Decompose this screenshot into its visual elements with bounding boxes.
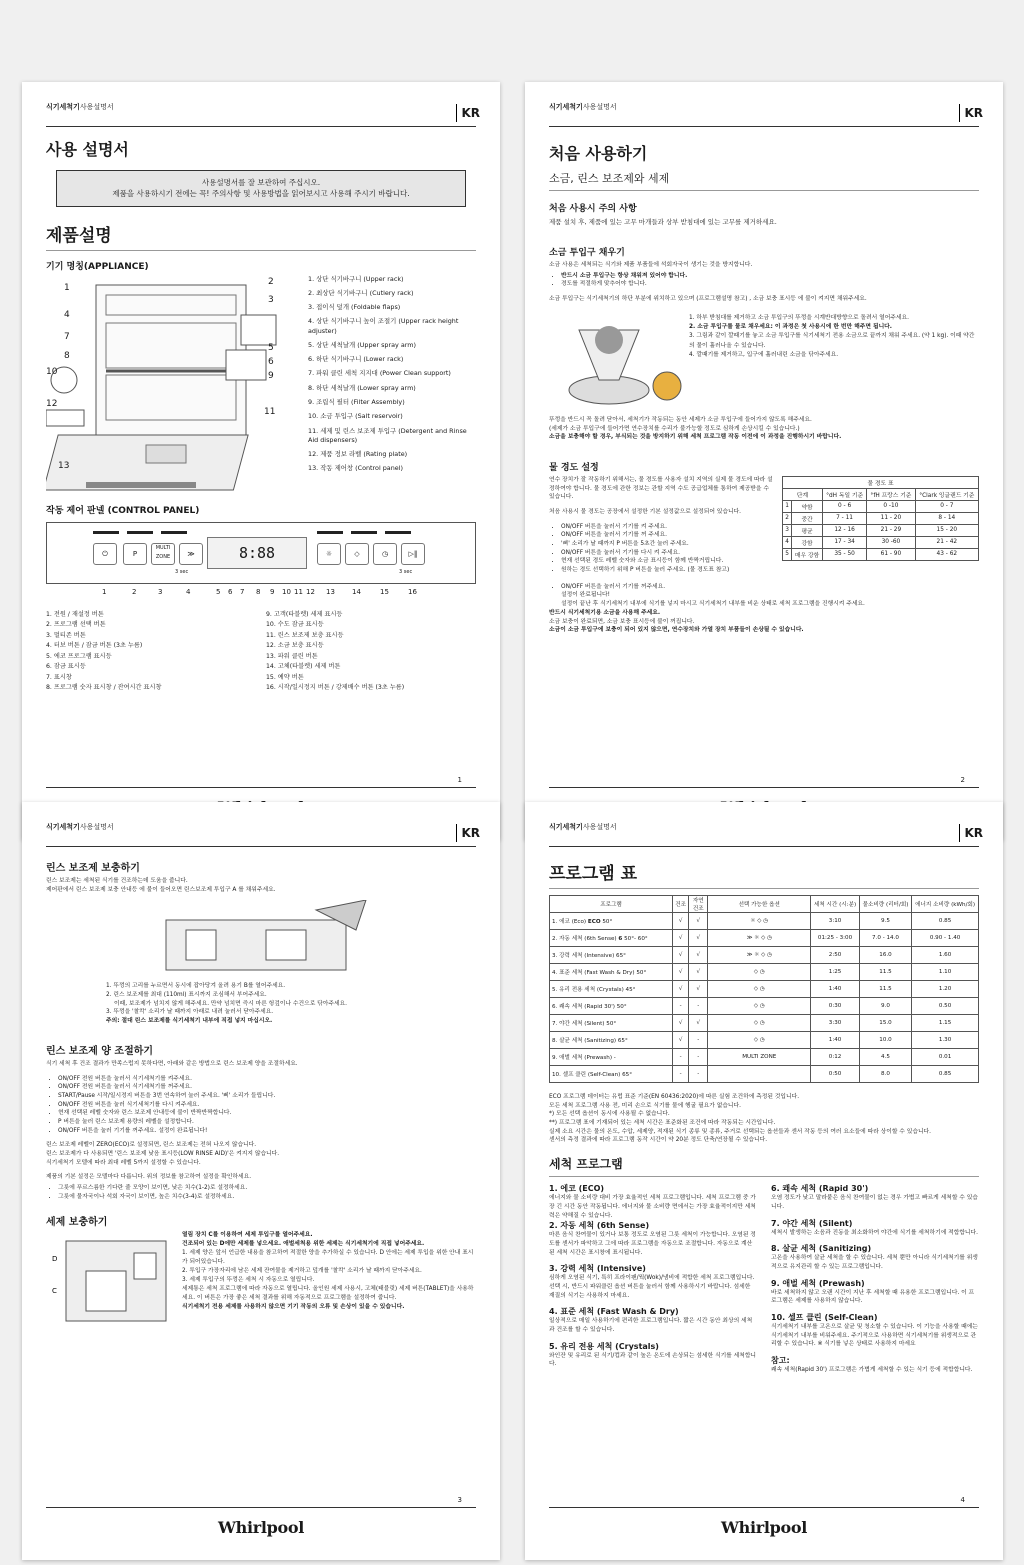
rinse-amount-step: • ON/OFF 전원 버튼을 눌러서 식기세척기를 꺼주세요. xyxy=(58,1083,476,1092)
display-screen: 8:88 xyxy=(207,537,307,569)
program-note: *) 모든 선택 옵션이 동시에 사용될 수 없습니다. xyxy=(549,1111,670,1118)
detergent-step: 건조되어 있는 D에만 세제를 넣으세요. 애벌세척용 위한 세제는 식기세척기에 직접 넣어주세요. xyxy=(182,1241,425,1248)
callout-4: 4 xyxy=(64,309,70,320)
legend-item: 2. 프로그램 선택 버튼 xyxy=(46,621,106,629)
panel-number: 16 xyxy=(408,587,417,596)
manual-page-4 xyxy=(525,802,1003,1560)
table-title: 물 경도 표 xyxy=(783,476,979,488)
hardness-step: • '삐' 소리가 날 때까지 P 버튼을 5초간 눌러 주세요. xyxy=(561,540,774,549)
callout-1: 1 xyxy=(64,282,70,293)
header-category: 식기세척기사용설명서 xyxy=(549,823,617,831)
programs-section-title: 세척 프로그램 xyxy=(549,1155,979,1177)
program-desc: 오염 정도가 낮고 말라붙은 음식 찬여물이 없는 경우 가볍고 빠르게 세척할 수 있습니다. xyxy=(771,1195,978,1210)
option-icons: ☼ ◇ ◷ xyxy=(708,913,811,930)
hardness-after xyxy=(525,583,979,635)
page-number: 3 xyxy=(457,1496,462,1504)
program-desc: 에너지와 물 소비량 대비 가장 효율적인 세척 프로그램입니다. 세척 프로그램 중 가장 긴 시간 동안 작동됩니다. 에너지와 물 소비량 면에서는 가장 효율적이지만 세척력은 약해질 수 있습니다. xyxy=(549,1195,756,1219)
water-hardness-table xyxy=(782,476,979,561)
table-header: °Clark 잉글랜드 기준 xyxy=(915,488,978,500)
panel-number: 5 xyxy=(216,587,221,596)
language-tag: KR xyxy=(456,104,480,122)
legend-item: 1. 전원 / 재설정 버튼 xyxy=(46,610,104,618)
manual-page-3 xyxy=(22,802,500,1560)
callout-9: 9 xyxy=(268,370,274,381)
program-name: 10. 셀프 클린 (Self-Clean) xyxy=(771,1312,878,1322)
rinse-amount-note: 린스 보조제가 다 사용되면 '린스 보조제 낮음 표시등(LOW RINSE AID)'은 켜지지 않습니다. xyxy=(46,1151,280,1157)
part-item: 10. 소금 투입구 (Salt reservoir) xyxy=(308,412,403,421)
table-row: 1 약함 0 - 6 0 -10 0 - 7 xyxy=(783,500,979,512)
salt-heading: 소금 투입구 채우기 xyxy=(549,248,625,259)
rinse-amount-note: 식기세척기 모델에 따라 최대 레벨 5까지 설정할 수 있습니다. xyxy=(46,1159,201,1166)
part-item: 12. 제품 정보 라벨 (Rating plate) xyxy=(308,450,408,459)
salt-section xyxy=(549,310,979,410)
option-icons: ≫ ☼ ◇ ◷ xyxy=(708,930,811,947)
program-desc: 바로 세척하지 않고 오랜 시간이 지난 후 세척할 때 유용한 프로그램입니다. 이 프로그램은 세제를 사용하지 않습니다. xyxy=(771,1289,975,1305)
hardness-step: • 원하는 경도 선택하기 위해 P 버튼을 눌러 주세요. (물 경도표 참고) xyxy=(561,566,774,575)
legend-item: 5. 에코 프로그램 표시등 xyxy=(46,652,112,660)
callout-6: 6 xyxy=(268,356,274,367)
hardness-step: • 현재 선택된 경도 레벨 숫자와 소금 표시등이 함께 반짝거립니다. xyxy=(561,557,774,566)
program-note: 센서의 측정 결과에 따라 프로그램 동작 시간이 약 20분 정도 단축/연장될 수 있습니다. xyxy=(549,1137,768,1144)
rinse-step: 1. 뚜껑의 고리를 누르면서 동시에 잡아당겨 올려 용기 B를 열어주세요. xyxy=(106,983,286,990)
panel-number-row xyxy=(46,588,476,600)
legend-item: 4. 터보 버튼 / 잠금 버튼 (3초 누름) xyxy=(46,642,143,650)
table-header: 에너지 소비량 (kWh/회) xyxy=(912,896,979,913)
section-title: 제품설명 xyxy=(46,221,476,251)
detergent-step: 세제통은 세척 프로그램에 따라 자동으로 열립니다. 올인원 세제 사용시, 고체(태블릿) 세제 버튼(TABLET)을 사용하세요. 이 버튼은 가장 좋은 세척 결과를 위해 자동적으로 프로그램을 설정하여 줍니다. xyxy=(182,1286,474,1302)
salt-step: 1. 하부 받침대를 제거하고 소금 투입구의 뚜껑을 시계반대방향으로 돌려서 열어주세요. xyxy=(689,314,909,321)
svg-text:C: C xyxy=(52,1287,57,1296)
rinse-heading: 린스 보조제 보충하기 xyxy=(46,863,140,874)
part-item: 1. 상단 식기바구니 (Upper rack) xyxy=(308,274,404,283)
program-descriptions-right xyxy=(771,1183,979,1375)
language-tag: KR xyxy=(959,104,983,122)
detergent-steps xyxy=(182,1231,476,1327)
panel-number: 1 xyxy=(102,587,107,596)
page-header xyxy=(46,802,480,847)
program-name: 6. 쾌속 세척 (Rapid 30') xyxy=(771,1184,869,1194)
legend-item: 6. 잠금 표시등 xyxy=(46,663,86,671)
table-header: 자연 건조 xyxy=(689,896,708,913)
program-table-header xyxy=(550,896,979,913)
rinse-amount-step: • ON/OFF 전원 버튼을 눌러서 식기세척기를 켜주세요. xyxy=(58,1075,476,1084)
detergent-heading: 세제 보충하기 xyxy=(46,1217,108,1229)
legend-item: 14. 고체(타블렛) 세제 버튼 xyxy=(266,663,341,671)
dishwasher-diagram xyxy=(46,275,284,493)
program-note: 모든 세척 프로그램 사용 전, 미리 손으로 식기를 물에 헹굴 필요가 없습니다. xyxy=(549,1102,741,1109)
program-note: **) 프로그램 표에 기재되어 있는 세척 시간은 표준화된 조건에 따라 작동되는 시간입니다. xyxy=(549,1120,776,1127)
detergent-dispenser-illustration xyxy=(46,1231,176,1327)
page-subtitle: 소금, 린스 보조제와 세제 xyxy=(549,170,979,191)
program-name: 5. 유리 전용 세척 (Crystals) xyxy=(549,1341,659,1351)
salt-funnel-illustration xyxy=(549,310,689,410)
callout-10: 10 xyxy=(46,366,58,377)
control-panel-heading: 작동 제어 판넬 (CONTROL PANEL) xyxy=(46,505,200,516)
header-category: 식기세척기사용설명서 xyxy=(549,103,617,111)
table-header: °fH 프랑스 기준 xyxy=(867,488,915,500)
hardness-step: • ON/OFF 버튼을 눌러서 기기를 꺼 주세요. xyxy=(561,531,774,540)
rinse-amount-step: • START/Pause 시작/일시정지 버튼을 3번 연속하여 눌러 주세요. '삐' 소리가 들립니다. xyxy=(58,1092,476,1101)
table-row: 4 강함 17 - 34 30 -60 21 - 42 xyxy=(783,536,979,548)
part-item: 13. 작동 제어창 (Control panel) xyxy=(308,464,403,473)
panel-number: 10 xyxy=(282,587,291,596)
salt-step: 4. 깔때기를 제거하고, 입구에 흘러내린 소금을 닦아주세요. xyxy=(689,351,839,358)
panel-bar xyxy=(351,531,377,534)
rinse-amount-step: • ON/OFF 버튼을 눌러 기기를 꺼주세요. 설정이 완료됩니다! xyxy=(58,1127,476,1136)
detergent-step: 열림 장치 C를 이용하여 세제 투입구를 열어주세요. xyxy=(182,1232,313,1239)
legend-item: 8. 프로그램 숫자 표시창 / 잔여시간 표시창 xyxy=(46,684,162,692)
part-item: 7. 파워 클린 세척 지지대 (Power Clean support) xyxy=(308,369,451,378)
control-panel-diagram xyxy=(46,522,476,584)
notice-box xyxy=(56,170,466,207)
legend-item: 9. 고객(타블렛) 세제 표시등 xyxy=(266,610,343,618)
program-name: 9. 애벌 세척 (Prewash) xyxy=(771,1278,865,1288)
panel-number: 9 xyxy=(270,587,275,596)
detergent-illustration xyxy=(46,1231,182,1327)
reference-title: 참고: xyxy=(771,1356,790,1365)
program-row: 2. 자동 세척 (6th Sense) 6 50°- 60° √ √ ≫ ☼ ◇ ◷ 01:25 - 3:00 7.0 - 14.0 0.90 - 1.40 xyxy=(550,930,979,947)
page-number: 4 xyxy=(960,1496,965,1504)
salt-bullet: • 반드시 소금 투입구는 항상 채워져 있어야 합니다. xyxy=(561,272,979,281)
program-name: 4. 표준 세척 (Fast Wash & Dry) xyxy=(549,1307,679,1317)
salt-steps xyxy=(689,310,979,410)
program-table xyxy=(549,895,979,1083)
salt-note: (세제가 소금 투입구에 들어가면 연수장치를 수리가 불가능할 정도로 심하게 손상시킬 수 있습니다.) xyxy=(549,425,800,432)
power-clean-icon: ☼ xyxy=(317,543,341,565)
option-icons xyxy=(708,1066,811,1083)
appliance-section xyxy=(46,275,476,493)
program-desc: 세척시 발생하는 소음과 진동을 최소화하여 야간에 식기를 세척하기에 적합합니다. xyxy=(771,1229,978,1236)
detergent-warning: 식기세척기 전용 세제를 사용하지 않으면 기기 작동의 오류 및 손상이 있을 수 있습니다. xyxy=(182,1304,405,1311)
rinse-amount-heading: 린스 보조제 양 조절하기 xyxy=(46,1045,154,1057)
program-row: 10. 셀프 클린 (Self-Clean) 65° - - 0:50 8.0 0.85 xyxy=(550,1066,979,1083)
panel-number: 2 xyxy=(132,587,137,596)
program-p-icon: P xyxy=(123,543,147,565)
page-title: 프로그램 표 xyxy=(549,859,979,889)
option-icons: ◇ ◷ xyxy=(708,1015,811,1032)
first-use-heading: 처음 사용시 주의 사항 xyxy=(549,204,637,214)
rinse-step: 이때, 보조제가 넘치지 않게 해주세요. 만약 넘치면 즉시 마른 헝겊이나 수건으로 닦아주세요. xyxy=(114,1000,347,1007)
page-footer xyxy=(549,1496,979,1548)
tablet-icon: ◇ xyxy=(345,543,369,565)
page-title: 사용 설명서 xyxy=(46,140,129,159)
panel-number: 11 xyxy=(294,587,303,596)
svg-text:D: D xyxy=(52,1255,58,1264)
part-item: 11. 세제 및 린스 보조제 투입구 (Detergent and Rinse Aid dispensers) xyxy=(308,426,467,444)
program-note: ECO 프로그램 데이터는 유럽 표준 기준(EN 60436:2020)에 따른 실험 조건하에 측정된 것입니다. xyxy=(549,1094,800,1100)
panel-bar xyxy=(127,531,153,534)
control-legend xyxy=(46,610,476,694)
program-row: 4. 표준 세척 (Fast Wash & Dry) 50° √ √ ◇ ◷ 1:25 11.5 1.10 xyxy=(550,964,979,981)
dishwasher-illustration xyxy=(46,275,284,493)
language-tag: KR xyxy=(959,824,983,842)
rinse-dispenser-illustration xyxy=(146,900,406,982)
table-header: 선택 가능한 옵션 xyxy=(708,896,811,913)
panel-number: 8 xyxy=(256,587,261,596)
part-item: 3. 접이식 덮개 (Foldable flaps) xyxy=(308,303,401,312)
page-title: 처음 사용하기 xyxy=(549,144,648,163)
callout-13: 13 xyxy=(58,460,70,471)
header-category: 식기세척기사용설명서 xyxy=(46,103,114,111)
drain-hold-label: 3 sec xyxy=(399,568,413,575)
hardness-text: 연수 장치가 잘 작동하기 위해서는, 물 경도를 사용자 설치 지역의 실제 물 경도에 따라 설정하여야 합니다. 물 경도에 관한 정보는 관할 지역 수도 공급업체를 통하여 제공받을 수 있습니다. xyxy=(549,476,773,501)
program-descriptions xyxy=(549,1183,979,1375)
legend-item: 15. 예약 버튼 xyxy=(266,673,304,681)
legend-item: 11. 린스 보조제 보충 표시등 xyxy=(266,631,344,639)
part-item: 4. 상단 식기바구니 높이 조절기 (Upper rack height adjuster) xyxy=(308,317,459,335)
header-category: 식기세척기사용설명서 xyxy=(46,823,114,831)
program-notes xyxy=(549,1093,979,1145)
salt-text: 소금 투입구는 식기세척기의 하단 부분에 위치하고 있으며 (프로그램설명 참고) , 소금 보충 표시등 에 불이 켜지면 채워주세요. xyxy=(549,296,867,303)
table-header: 건조 xyxy=(673,896,689,913)
callout-5: 5 xyxy=(268,342,274,353)
rinse-step: 3. 뚜껑을 '찰칵' 소리가 날 때까지 아래로 내려 눌러서 닫아주세요. xyxy=(106,1009,274,1016)
hardness-after-item: 소금 보충이 완료되면, 소금 보충 표시등에 불이 꺼집니다. xyxy=(549,618,695,625)
program-row: 8. 살균 세척 (Sanitizing) 65° √ - ◇ ◷ 1:40 10.0 1.30 xyxy=(550,1032,979,1049)
page-header xyxy=(549,802,983,847)
panel-bar xyxy=(317,531,343,534)
table-header: °dH 독일 기준 xyxy=(822,488,866,500)
table-row: 3 평균 12 - 16 21 - 29 15 - 20 xyxy=(783,524,979,536)
appliance-heading: 기기 명칭(APPLIANCE) xyxy=(46,261,149,272)
rinse-text: 제어판에서 린스 보조제 보충 안내등 에 불이 들어오면 린스보조제 투입구 A 를 채워주세요. xyxy=(46,886,276,893)
part-item: 5. 상단 세척날개 (Upper spray arm) xyxy=(308,340,416,349)
part-item: 8. 하단 세척날개 (Lower spray arm) xyxy=(308,383,416,392)
rinse-amount-step: • ON/OFF 전원 버튼을 눌러 식기세척기를 다시 켜주세요. xyxy=(58,1101,476,1110)
option-icons: ◇ ◷ xyxy=(708,998,811,1015)
legend-item: 13. 파워 클린 버튼 xyxy=(266,652,318,660)
rinse-amount-text: 식기 세척 후 건조 결과가 만족스럽지 못하다면, 아래와 같은 방법으로 린스 보조제 양을 조절하세요. xyxy=(46,1060,298,1067)
hardness-after-item: 소금이 소금 투입구에 보충이 되어 있지 않으면, 연수장치와 가열 장치 부품들이 손상될 수 있습니다. xyxy=(549,627,804,634)
part-item: 6. 하단 식기바구니 (Lower rack) xyxy=(308,355,404,364)
table-row: 2 중간 7 - 11 11 - 20 8 - 14 xyxy=(783,512,979,524)
detergent-step: 1. 세제 양은 앞서 언급한 내용을 참고하여 적절한 양을 추가하실 수 있습니다. D 안에는 세제 투입을 위한 안내 표시가 되어있습니다. xyxy=(182,1250,474,1266)
program-name: 7. 야간 세척 (Silent) xyxy=(771,1218,853,1228)
detergent-step: 3. 세제 투입구의 뚜껑은 세척 시 자동으로 열립니다. xyxy=(182,1277,315,1284)
hardness-right xyxy=(782,476,979,577)
rinse-text: 린스 보조제는 세척된 식기를 건조하는데 도움을 줍니다. xyxy=(46,878,188,884)
program-name: 2. 자동 세척 (6th Sense) xyxy=(549,1221,650,1231)
lock-hold-label: 3 sec xyxy=(175,568,189,575)
table-header: 세척 시간 (시:분) xyxy=(811,896,860,913)
program-desc: 고온을 사용하여 살균 세척을 할 수 있습니다. 세척 뿐만 아니라 식기세척기를 위생적으로 유지관리 할 수 있는 프로그램입니다. xyxy=(771,1255,978,1270)
page-footer xyxy=(46,1496,476,1548)
manual-page-2 xyxy=(525,82,1003,840)
control-legend-right xyxy=(266,610,476,694)
hardness-after-item: 설정이 완료됩니다! xyxy=(561,592,610,599)
part-item: 2. 최상단 식기바구니 (Cutlery rack) xyxy=(308,288,414,297)
rinse-illustration xyxy=(146,900,476,982)
program-row: 7. 야간 세척 (Silent) 50° √ √ ◇ ◷ 3:30 15.0 1.15 xyxy=(550,1015,979,1032)
page-number: 1 xyxy=(457,776,462,784)
rinse-amount-note: 린스 보조제 레벨이 ZERO(ECO)로 설정되면, 린스 보조제는 전혀 나오지 않습니다. xyxy=(46,1142,257,1149)
rinse-step: 2. 린스 보조제를 최대 (110ml) 표시까지 조심해서 부어주세요. xyxy=(106,992,267,999)
program-row: 3. 강력 세척 (Intensive) 65° √ √ ≫ ☼ ◇ ◷ 2:50 16.0 1.60 xyxy=(550,947,979,964)
callout-8: 8 xyxy=(64,350,70,361)
power-icon: ⏻ xyxy=(93,543,117,565)
part-item: 9. 조립식 필터 (Filter Assembly) xyxy=(308,398,405,407)
hardness-heading: 물 경도 설정 xyxy=(549,462,599,473)
program-row: 6. 쾌속 세척 (Rapid 30') 50° - - ◇ ◷ 0:30 9.0 0.50 xyxy=(550,998,979,1015)
salt-warning: 소금을 보충해야 할 경우, 부식되는 것을 방지하기 위해 세척 프로그램 작동 이전에 이 과정을 진행하시기 바랍니다. xyxy=(549,434,842,441)
callout-7: 7 xyxy=(64,331,70,342)
program-desc: 마른 음식 찬여물이 있거나 보통 정도로 오염된 그릇 세척이 가능합니다. 오염된 정도를 센서가 파악하고 그에 따라 프로그램을 자동으로 조절합니다. 자동으로 계산된 세척 시간은 표시창에 표시됩니다. xyxy=(549,1232,756,1256)
program-row: 9. 애벌 세척 (Prewash) - - - MULTI ZONE 0:12 4.5 0.01 xyxy=(550,1049,979,1066)
option-icons: MULTI ZONE xyxy=(708,1049,811,1066)
start-pause-icon: ▷‖ xyxy=(401,543,425,565)
page-header xyxy=(46,82,480,127)
detergent-section xyxy=(46,1231,476,1327)
notice-line: 사용설명서를 잘 보관하여 주십시오. xyxy=(201,178,321,187)
turbo-icon: ≫ xyxy=(179,543,203,565)
table-header: 물소비량 (리터/회) xyxy=(859,896,911,913)
first-use-text: 제품 설치 후, 제품에 있는 고무 마개들과 상부 받침대에 있는 고무를 제거하세요. xyxy=(549,218,777,226)
rinse-amount-step: • P 버튼을 눌러 린스 보조제 용량의 레벨을 설정합니다. xyxy=(58,1118,476,1127)
salt-illustration xyxy=(549,310,689,410)
salt-step: 2. 소금 투입구를 물로 채우세요: 이 과정은 첫 사용시에 한 번만 해주면 됩니다. xyxy=(689,324,892,331)
table-header: 프로그램 xyxy=(550,896,673,913)
program-row: 1. 에코 (Eco) ECO 50° √ √ ☼ ◇ ◷ 3:10 9.5 0.85 xyxy=(550,913,979,930)
rinse-amount-tip: • 그릇에 푸르스름한 기다란 줄 모양이 보이면, 낮은 치수(1-2)로 설정하세요. xyxy=(58,1184,476,1193)
hardness-steps xyxy=(549,523,774,575)
detergent-step: 2. 투입구 가장자리에 남은 세제 잔여물을 제거하고 덮개를 '찰칵' 소리가 날 때까지 닫아주세요. xyxy=(182,1268,422,1275)
program-desc: 일상적으로 매일 사용하기에 편리한 프로그램입니다. 짧은 시간 동안 최상의 세척과 건조를 할 수 있습니다. xyxy=(549,1318,753,1333)
panel-number: 7 xyxy=(240,587,245,596)
program-row: 5. 유리 전용 세척 (Crystals) 45° √ √ ◇ ◷ 1:40 11.5 1.20 xyxy=(550,981,979,998)
legend-item: 10. 수도 잠금 표시등 xyxy=(266,621,324,629)
rinse-steps xyxy=(46,982,476,1025)
hardness-after-item: • ON/OFF 버튼을 눌러서 기기를 꺼주세요. xyxy=(561,583,979,592)
delay-icon: ◷ xyxy=(373,543,397,565)
table-header: 단계 xyxy=(783,488,823,500)
reference-text: 쾌속 세척(Rapid 30') 프로그램은 가볍게 세척할 수 있는 식기 등에 적합합니다. xyxy=(771,1367,973,1373)
legend-item: 7. 표시창 xyxy=(46,673,72,681)
panel-number: 13 xyxy=(326,587,335,596)
salt-bullet: • 경도를 적절하게 맞추어야 합니다. xyxy=(561,280,979,289)
option-icons: ≫ ☼ ◇ ◷ xyxy=(708,947,811,964)
page-header xyxy=(549,82,983,127)
callout-12: 12 xyxy=(46,398,58,409)
table-row: 5 매우 강함 35 - 50 61 - 90 43 - 62 xyxy=(783,548,979,560)
program-desc: 심하게 오염된 식기, 특히 프라이팬/웍(Wok)/냄비에 적합한 세척 프로그램입니다. 선택 시, 반드시 파워클린 옵션 버튼을 눌러서 함께 사용하시기 바랍니다. 섬세한 재질의 식기는 사용하지 마세요. xyxy=(549,1275,755,1299)
panel-number: 4 xyxy=(186,587,191,596)
language-tag: KR xyxy=(456,824,480,842)
option-icons: ◇ ◷ xyxy=(708,981,811,998)
legend-item: 3. 멀티존 버튼 xyxy=(46,631,86,639)
parts-list xyxy=(284,275,476,493)
hardness-step: • ON/OFF 버튼을 눌러서 기기를 켜 주세요. xyxy=(561,523,774,532)
hardness-after-item: 설정이 끝난 후 식기세척기 내부에 식기를 넣지 마시고 식기세척기 내부를 비운 상태로 세척 프로그램을 진행시켜 주세요. xyxy=(561,601,865,608)
callout-3: 3 xyxy=(268,294,274,305)
rinse-amount-steps xyxy=(46,1075,476,1136)
whirlpool-logo: Whirlpool xyxy=(720,1518,808,1537)
panel-bar xyxy=(385,531,411,534)
panel-number: 3 xyxy=(158,587,163,596)
rinse-amount-note: 제품의 기본 설정은 모델마다 다릅니다. 위의 정보를 참고하여 설정을 확인하세요. xyxy=(46,1174,252,1181)
legend-item: 16. 시작/일시정지 버튼 / 강제배수 버튼 (3초 누름) xyxy=(266,684,405,692)
option-icons: ◇ ◷ xyxy=(708,964,811,981)
manual-page-1 xyxy=(22,82,500,840)
panel-number: 14 xyxy=(352,587,361,596)
hardness-section xyxy=(549,476,979,577)
multizone-icon: MULTI ZONE xyxy=(151,543,175,565)
program-descriptions-left xyxy=(549,1183,757,1375)
salt-note: 뚜껑을 반드시 꼭 돌려 닫아서, 세척기가 작동되는 동안 세제가 소금 투입구에 들어가지 않도록 해주세요. xyxy=(549,416,812,423)
panel-bar xyxy=(161,531,187,534)
salt-bullets xyxy=(549,272,979,289)
salt-text: 소금 사용은 세척되는 식기와 제품 부품들에 석회자국이 생기는 것을 방지합니다. xyxy=(549,262,753,269)
panel-number: 12 xyxy=(306,587,315,596)
panel-number: 15 xyxy=(380,587,389,596)
program-name: 8. 살균 세척 (Sanitizing) xyxy=(771,1244,872,1254)
hardness-left xyxy=(549,476,782,577)
panel-number: 6 xyxy=(228,587,233,596)
hardness-after-list xyxy=(549,583,979,592)
callout-11: 11 xyxy=(264,406,276,417)
program-note: 실제 소요 시간은 물의 온도, 수압, 세제양, 적재된 식기 종류 및 종류, 주거로 선택되는 옵션들과 센서 작동 등의 여러 요소들에 따라 상이할 수 있습니다. xyxy=(549,1128,931,1135)
rinse-amount-tips xyxy=(46,1184,476,1201)
rinse-warning: 주의: 절대 린스 보조제를 식기세척기 내부에 직접 넣지 마십시오. xyxy=(106,1018,273,1025)
rinse-amount-step: • 현재 선택된 레벨 숫자와 린스 보조제 안내등에 불이 반짝반짝합니다. xyxy=(58,1109,476,1118)
panel-bar xyxy=(93,531,119,534)
legend-item: 12. 소금 보충 표시등 xyxy=(266,642,324,650)
rinse-amount-tip: • 그릇에 물자국이나 석회 자국이 보이면, 높은 치수(3-4)로 설정하세요. xyxy=(58,1193,476,1202)
control-legend-left xyxy=(46,610,256,694)
program-desc: 식기세척기 내부를 고온으로 살균 및 청소할 수 있습니다. 이 기능을 사용할 때에는 식기세척기 내부를 비워주세요. 주기적으로 사용하면 식기세척기를 위생적으로 관리할 수 있습니다. ※ 식기를 넣은 상태로 사용하지 마세요 xyxy=(771,1323,978,1348)
page-number: 2 xyxy=(960,776,965,784)
program-desc: 와인잔 및 유리로 된 식기/컵과 같이 높은 온도에 손상되는 섬세한 식기를 세척합니다. xyxy=(549,1352,757,1368)
notice-line: 제품을 사용하시기 전에는 꼭! 주의사항 및 사용방법을 읽어보시고 사용해 주시기 바랍니다. xyxy=(112,189,410,199)
hardness-text: 처음 사용시 물 경도는 공장에서 설정한 기본 설정값으로 설정되어 있습니다. xyxy=(549,508,742,515)
hardness-step: • ON/OFF 버튼을 눌러서 기기를 다시 켜 주세요. xyxy=(561,549,774,558)
program-name: 3. 강력 세척 (Intensive) xyxy=(549,1264,646,1274)
salt-step: 3. 그림과 같이 깔때기를 놓고 소금 투입구를 식기세척기 전용 소금으로 끝까지 채워 주세요. (약 1 kg). 이때 약간의 물이 흘러나올 수 있습니다. xyxy=(689,333,975,349)
option-icons: ◇ ◷ xyxy=(708,1032,811,1049)
callout-2: 2 xyxy=(268,276,274,287)
whirlpool-logo: Whirlpool xyxy=(217,1518,305,1537)
hardness-after-item: 반드시 식기세척기용 소금을 사용해 주세요. xyxy=(549,609,661,616)
program-name: 1. 에코 (ECO) xyxy=(549,1184,605,1194)
